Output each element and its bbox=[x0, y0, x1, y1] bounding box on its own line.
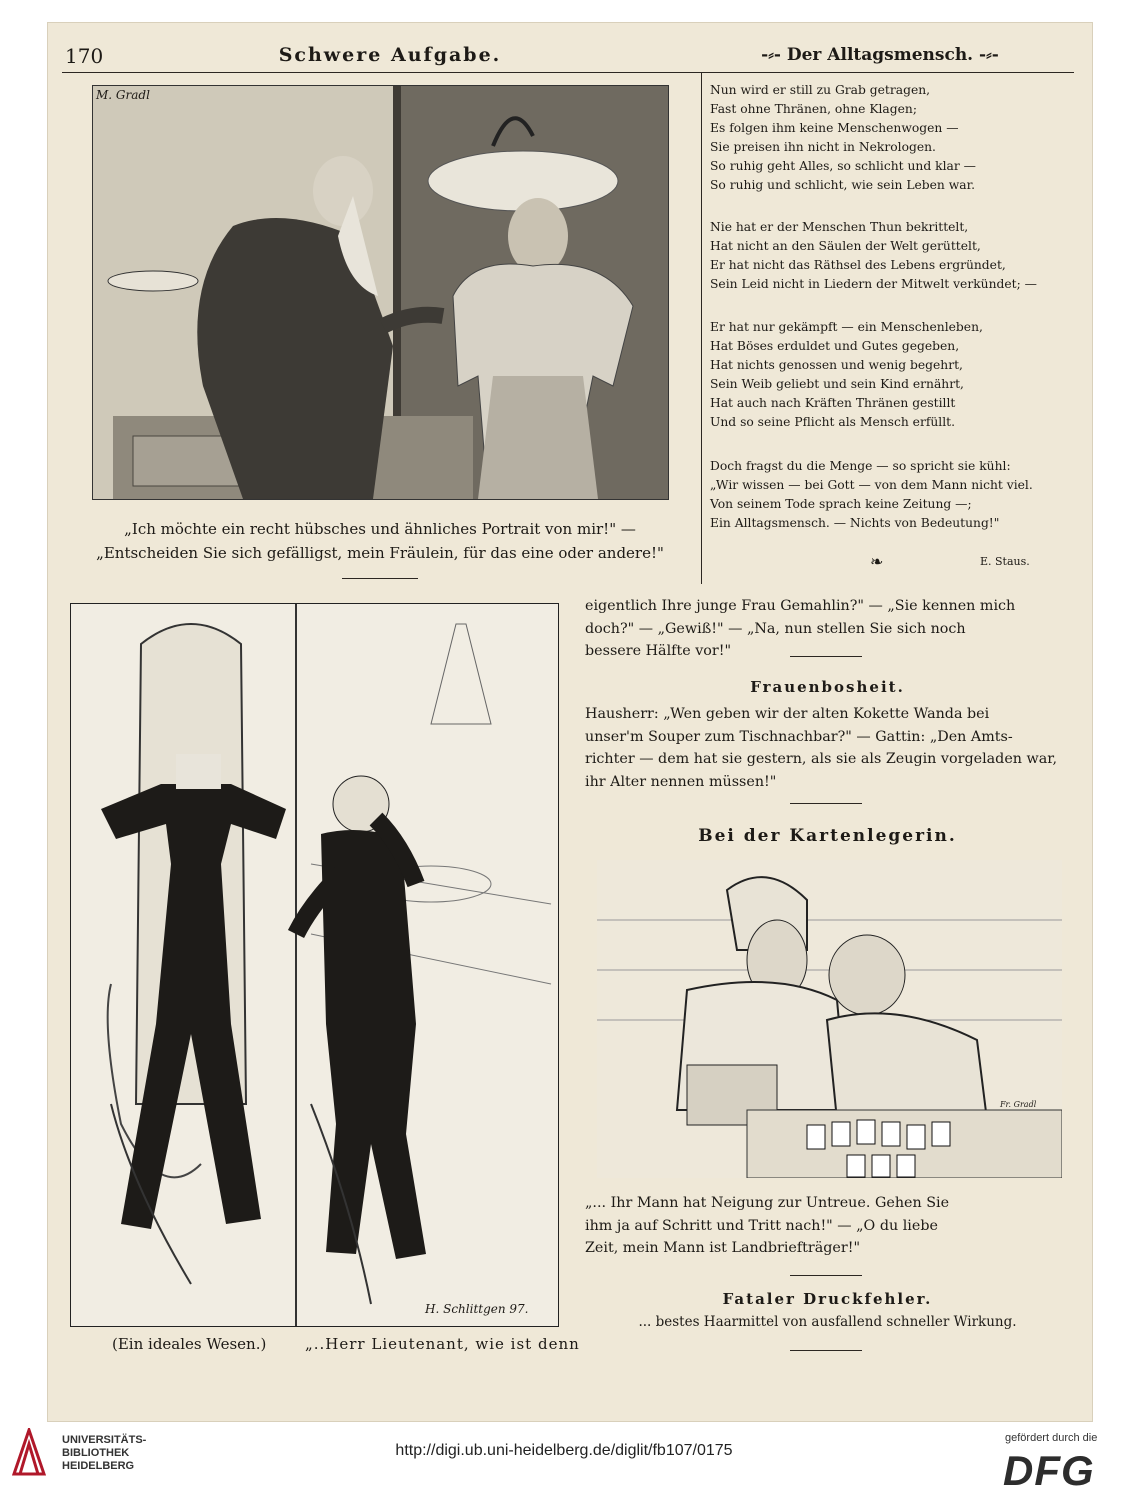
short-rule-1 bbox=[342, 578, 418, 579]
column-divider-top bbox=[701, 72, 702, 584]
left-illustration-signature: H. Schlittgen 97. bbox=[425, 1302, 529, 1316]
kartenlegerin-caption: „... Ihr Mann hat Neigung zur Untreue. Gehen Sie ihm ja auf Schritt und Tritt nach!" — „O du liebe Zeit, mein Mann ist Landbriefträger!" bbox=[585, 1195, 950, 1256]
fataler-text: ... bestes Haarmittel von ausfallend schneller Wirkung. bbox=[638, 1314, 1017, 1330]
lieutenant-drawing bbox=[71, 604, 558, 1326]
left-caption-label: (Ein ideales Wesen.) bbox=[112, 1335, 267, 1353]
short-rule-4 bbox=[790, 1275, 862, 1276]
ornament-right-icon: -⸗- bbox=[979, 45, 999, 65]
header-rule bbox=[62, 72, 1074, 73]
top-illustration-signature: M. Gradl bbox=[96, 88, 150, 102]
frauenbosheit-title: Frauenbosheit. bbox=[750, 678, 905, 696]
short-rule-3 bbox=[790, 803, 862, 804]
frauenbosheit-text: Hausherr: „Wen geben wir der alten Kokette Wanda bei unser'm Souper zum Tischnachbar?" — Gattin: „Den Amts- richter — dem hat sie gestern, als sie als Zeugin vorgeladen war, ihr Alter nennen müssen!" bbox=[585, 706, 1058, 790]
page-number: 170 bbox=[65, 44, 104, 68]
kartenlegerin-illustration bbox=[597, 860, 1062, 1178]
library-name: UNIVERSITÄTS- BIBLIOTHEK HEIDELBERG bbox=[62, 1434, 147, 1472]
fataler-title: Fataler Druckfehler. bbox=[722, 1290, 933, 1308]
source-url-link[interactable]: http://digi.ub.uni-heidelberg.de/diglit/fb107/0175 bbox=[395, 1442, 733, 1459]
continuation-text: eigentlich Ihre junge Frau Gemahlin?" — „Sie kennen mich doch?" — „Gewiß!" — „Na, nun stellen Sie sich noch bessere Hälfte vor!" bbox=[585, 598, 1016, 659]
kartenlegerin-title: Bei der Kartenlegerin. bbox=[698, 826, 957, 846]
fleuron-icon: ❧ bbox=[870, 552, 884, 571]
top-caption-line-1: „Ich möchte ein recht hübsches und ähnliches Portrait von mir!" — bbox=[124, 520, 636, 538]
short-rule-5 bbox=[790, 1350, 862, 1351]
kartenlegerin-signature: Fr. Gradl bbox=[1000, 1100, 1037, 1109]
kartenlegerin-drawing bbox=[597, 860, 1062, 1178]
poem-stanza-3: Er hat nur gekämpft — ein Menschenleben, Hat Böses erduldet und Gutes gegeben, Hat nichts genossen und wenig begehrt, Sein Weib geliebt und sein Kind ernährt, Hat auch nach Kräften Thränen gestillt Und so seine Pflicht als Mensch erfüllt. bbox=[710, 320, 983, 429]
funded-by-text: gefördert durch die bbox=[1005, 1432, 1098, 1444]
poem-stanza-1: Nun wird er still zu Grab getragen, Fast ohne Thränen, ohne Klagen; Es folgen ihm keine Menschenwogen — Sie preisen ihn nicht in Nekrologen. So ruhig geht Alles, so schlicht und klar — So ruhig und schlicht, wie sein Leben war. bbox=[710, 83, 976, 192]
header-title-right: -⸗- Der Alltagsmensch. -⸗- bbox=[761, 45, 999, 65]
poem-author: E. Staus. bbox=[980, 555, 1030, 568]
short-rule-2 bbox=[790, 656, 862, 657]
lieutenant-illustration bbox=[70, 603, 559, 1327]
ornament-left-icon: -⸗- bbox=[761, 45, 781, 65]
portrait-illustration bbox=[92, 85, 669, 500]
dfg-logo: DFG bbox=[1003, 1447, 1095, 1494]
poem-stanza-4: Doch fragst du die Menge — so spricht sie kühl: „Wir wissen — bei Gott — von dem Mann nicht viel. Von seinem Tode sprach keine Zeitung —; Ein Alltagsmensch. — Nichts von Bedeutung!" bbox=[710, 459, 1033, 530]
poem-stanza-2: Nie hat er der Menschen Thun bekrittelt, Hat nicht an den Säulen der Welt gerüttelt, Er hat nicht das Räthsel des Lebens ergründet, Sein Leid nicht in Liedern der Mitwelt verkündet; — bbox=[710, 220, 1037, 291]
top-caption-line-2: „Entscheiden Sie sich gefälligst, mein Fräulein, für das eine oder andere!" bbox=[96, 544, 664, 562]
left-caption-text: „..Herr Lieutenant, wie ist denn bbox=[305, 1335, 580, 1353]
header-title-left: Schwere Aufgabe. bbox=[278, 44, 502, 66]
portrait-drawing bbox=[93, 86, 668, 499]
